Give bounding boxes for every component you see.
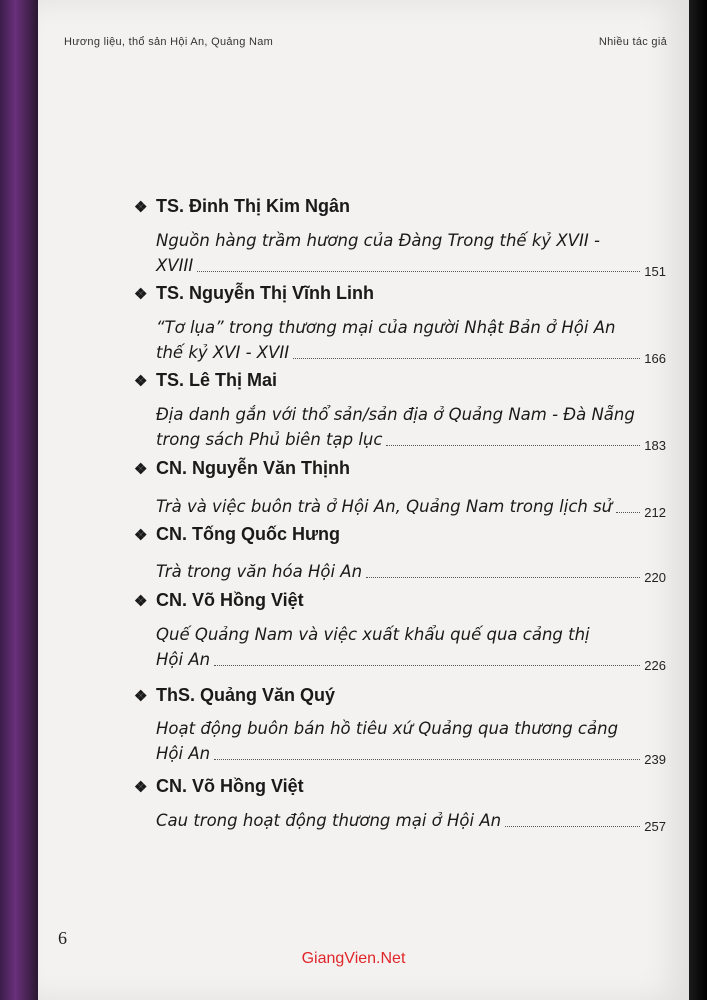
toc-page-number: 166 [644, 351, 666, 366]
diamond-bullet-icon: ❖ [134, 779, 148, 796]
diamond-bullet-icon: ❖ [134, 527, 148, 544]
book-edge-left [0, 0, 38, 1000]
leader-dots [505, 826, 640, 827]
toc-page-number: 226 [644, 658, 666, 673]
diamond-bullet-icon: ❖ [134, 688, 148, 705]
page-number: 6 [58, 928, 67, 948]
toc-entry[interactable] [156, 402, 666, 452]
toc-entry[interactable] [156, 315, 666, 365]
running-header-right: Nhiều tác giả [598, 36, 667, 48]
toc-entry[interactable] [156, 808, 666, 833]
leader-dots [214, 665, 640, 666]
toc-author: ❖ ThS. Quảng Văn Quý [134, 685, 336, 705]
toc-author: ❖ CN. Võ Hồng Việt [134, 776, 304, 796]
diamond-bullet-icon: ❖ [134, 461, 148, 478]
watermark: GiangVien.Net [301, 950, 406, 967]
toc-page-number: 220 [644, 570, 666, 585]
toc-entry-title-line1: “Tơ lụa” trong thương mại của người Nhật Bản ở Hội An [156, 318, 616, 337]
book-page [38, 0, 689, 1000]
diamond-bullet-icon: ❖ [134, 593, 148, 610]
leader-dots [616, 512, 640, 513]
diamond-bullet-icon: ❖ [134, 199, 148, 216]
toc-entry-title-line2: XVIII [156, 256, 194, 275]
leader-dots [366, 577, 640, 578]
toc-author: ❖ CN. Tống Quốc Hưng [134, 524, 341, 544]
running-header-left: Hương liệu, thổ sản Hội An, Quảng Nam [64, 36, 274, 48]
leader-dots [197, 271, 640, 272]
toc-entry-title-line1: Quế Quảng Nam và việc xuất khẩu quế qua cảng thị [156, 625, 590, 644]
toc-author: ❖ TS. Nguyễn Thị Vĩnh Linh [134, 283, 374, 303]
toc-entry-title-line2: Hội An [156, 650, 211, 669]
leader-dots [386, 445, 640, 446]
toc-entry-title-line2: trong sách Phủ biên tạp lục [156, 430, 383, 449]
toc-entry-title-line1: Nguồn hàng trầm hương của Đàng Trong thế kỷ XVII - [156, 231, 600, 250]
toc-entry-title-line2: Trà trong văn hóa Hội An [156, 562, 363, 581]
leader-dots [293, 358, 640, 359]
diamond-bullet-icon: ❖ [134, 286, 148, 303]
toc-page-number: 257 [644, 819, 666, 834]
toc-entry[interactable] [156, 716, 666, 766]
toc-entry-title-line1: Địa danh gắn với thổ sản/sản địa ở Quảng Nam - Đà Nẵng [156, 405, 635, 424]
toc-author: ❖ CN. Nguyễn Văn Thịnh [134, 458, 351, 478]
toc-entry-title-line2: Hội An [156, 744, 211, 763]
toc-page-number: 239 [644, 752, 666, 767]
toc-entry[interactable] [156, 494, 666, 519]
toc-author: ❖ CN. Võ Hồng Việt [134, 590, 304, 610]
toc-author: ❖ TS. Lê Thị Mai [134, 370, 278, 390]
toc-entry[interactable] [156, 559, 666, 584]
book-edge-right [689, 0, 707, 1000]
toc-entry[interactable] [156, 622, 666, 672]
toc-author: ❖ TS. Đinh Thị Kim Ngân [134, 196, 350, 216]
toc-entry-title-line2: Cau trong hoạt động thương mại ở Hội An [156, 811, 502, 830]
toc-entry-title-line1: Hoạt động buôn bán hồ tiêu xứ Quảng qua thương cảng [156, 719, 619, 738]
diamond-bullet-icon: ❖ [134, 373, 148, 390]
leader-dots [214, 759, 640, 760]
toc-page-number: 183 [644, 438, 666, 453]
toc-page-number: 212 [644, 505, 666, 520]
toc-entry[interactable] [156, 228, 666, 278]
toc-page-number: 151 [644, 264, 666, 279]
toc-entry-title-line2: thế kỷ XVI - XVII [156, 343, 290, 362]
toc-entry-title-line2: Trà và việc buôn trà ở Hội An, Quảng Nam trong lịch sử [156, 497, 613, 516]
